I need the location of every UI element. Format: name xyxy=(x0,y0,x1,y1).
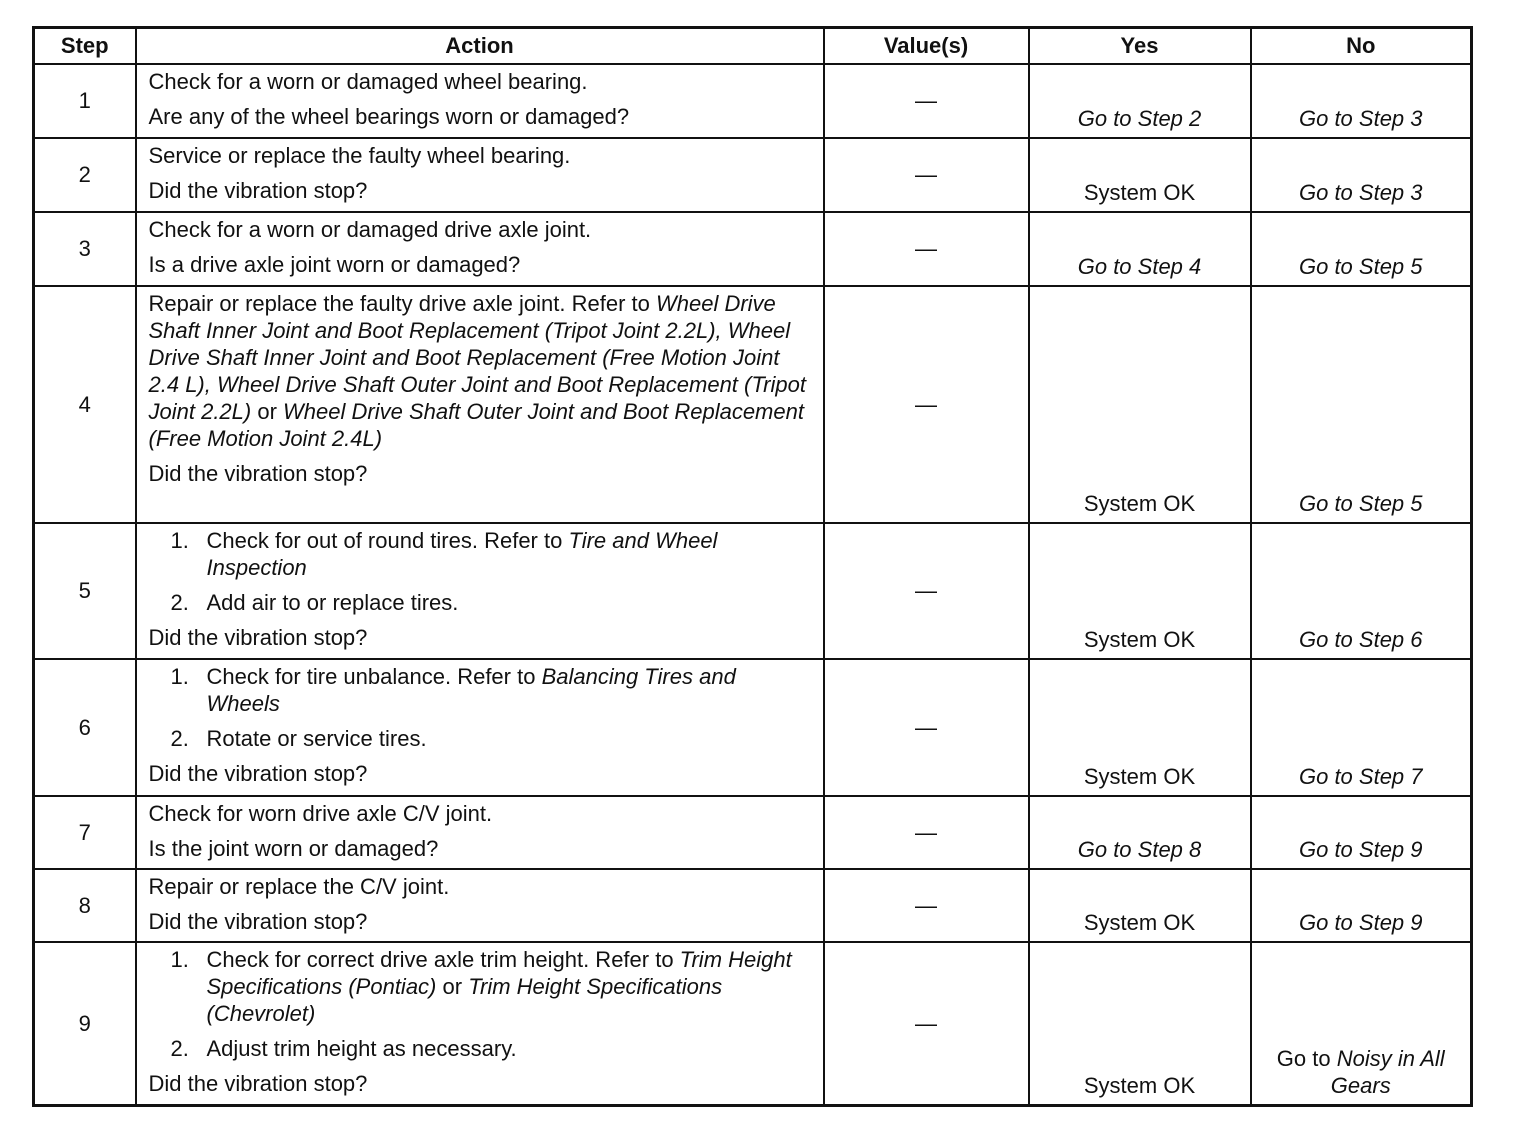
value-cell: — xyxy=(824,942,1029,1106)
action-question: Are any of the wheel bearings worn or damaged? xyxy=(148,103,630,129)
numbered-item xyxy=(149,1035,815,1062)
yes-cell: System OK xyxy=(1029,659,1251,796)
yes-cell: System OK xyxy=(1029,942,1251,1106)
no-cell xyxy=(1251,138,1472,212)
step-number: 8 xyxy=(34,869,136,942)
header-yes: Yes xyxy=(1029,28,1251,64)
no-cell xyxy=(1251,869,1472,942)
action-cell xyxy=(136,64,824,138)
value-cell: — xyxy=(824,869,1029,942)
yes-cell xyxy=(1029,64,1251,138)
table-row xyxy=(34,286,1472,523)
item-text xyxy=(207,527,815,581)
action-cell xyxy=(136,659,824,796)
action-question: Is the joint worn or damaged? xyxy=(148,835,439,861)
no-link[interactable]: Go to Step 9 xyxy=(1298,909,1423,935)
no-link[interactable]: Go to Step 3 xyxy=(1298,105,1423,131)
procedure-reference[interactable]: Wheel Drive Shaft Inner Joint and Boot Replacement (Tripot Joint 2.2L), Wheel Drive Shaft Inner Joint and Boot Replacement (Free Motion Joint 2.4 L), Wheel Drive Shaft Outer Joint and Boot Replacement (Tripot Joint 2.2L) xyxy=(148,290,806,424)
action-question: Did the vibration stop? xyxy=(148,760,368,786)
item-number: 1. xyxy=(170,663,189,689)
action-text-prefix: Repair or replace the faulty drive axle joint. Refer to xyxy=(148,290,656,316)
numbered-item xyxy=(149,725,815,752)
diagnostic-table xyxy=(32,26,1473,1107)
step-number: 2 xyxy=(34,138,136,212)
header-action: Action xyxy=(136,28,824,64)
action-question: Did the vibration stop? xyxy=(148,1070,368,1096)
no-cell xyxy=(1251,523,1472,659)
action-text xyxy=(149,290,815,452)
action-cell xyxy=(136,212,824,286)
header-value: Value(s) xyxy=(824,28,1029,64)
yes-cell xyxy=(1029,796,1251,869)
yes-cell: System OK xyxy=(1029,869,1251,942)
action-question: Did the vibration stop? xyxy=(148,624,368,650)
table-row xyxy=(34,138,1472,212)
action-question: Did the vibration stop? xyxy=(148,177,368,203)
no-cell xyxy=(1251,212,1472,286)
yes-cell: System OK xyxy=(1029,523,1251,659)
action-cell xyxy=(136,942,824,1106)
step-number: 5 xyxy=(34,523,136,659)
value-cell: — xyxy=(824,796,1029,869)
item-text: Add air to or replace tires. xyxy=(206,589,459,615)
item-text: Adjust trim height as necessary. xyxy=(206,1035,517,1061)
step-number: 1 xyxy=(34,64,136,138)
value-cell: — xyxy=(824,212,1029,286)
no-cell xyxy=(1251,286,1472,523)
step-number: 6 xyxy=(34,659,136,796)
action-cell xyxy=(136,523,824,659)
table-row xyxy=(34,64,1472,138)
no-link[interactable]: Go to Step 9 xyxy=(1298,836,1423,862)
item-number: 2. xyxy=(170,1035,189,1061)
action-cell xyxy=(136,869,824,942)
step-number: 9 xyxy=(34,942,136,1106)
yes-cell: System OK xyxy=(1029,138,1251,212)
item-text xyxy=(207,663,815,717)
no-prefix: Go to xyxy=(1276,1046,1337,1071)
yes-link[interactable]: Go to Step 8 xyxy=(1077,836,1202,862)
yes-link[interactable]: Go to Step 2 xyxy=(1077,105,1202,131)
step-number: 7 xyxy=(34,796,136,869)
procedure-reference[interactable]: Trim Height Specifications (Pontiac) xyxy=(206,946,792,999)
item-text-body: Check for tire unbalance. Refer to xyxy=(206,663,542,689)
no-cell xyxy=(1251,659,1472,796)
procedure-reference[interactable]: Trim Height Specifications (Chevrolet) xyxy=(206,973,723,1026)
item-number: 2. xyxy=(170,589,189,615)
item-number: 2. xyxy=(170,725,189,751)
no-link[interactable]: Go to Step 6 xyxy=(1298,626,1423,652)
action-text: Check for worn drive axle C/V joint. xyxy=(148,800,493,826)
action-question: Is a drive axle joint worn or damaged? xyxy=(148,251,521,277)
numbered-item xyxy=(149,589,815,616)
header-row xyxy=(34,28,1472,64)
yes-link[interactable]: Go to Step 4 xyxy=(1077,253,1202,279)
item-text: Rotate or service tires. xyxy=(206,725,427,751)
item-text-body: Check for correct drive axle trim height. Refer to xyxy=(206,946,680,972)
no-cell xyxy=(1251,942,1472,1106)
no-link[interactable]: Go to Step 5 xyxy=(1298,253,1423,279)
yes-cell: System OK xyxy=(1029,286,1251,523)
action-text: Check for a worn or damaged wheel bearing. xyxy=(148,68,588,94)
table-row xyxy=(34,796,1472,869)
no-link[interactable]: Go to Step 3 xyxy=(1298,179,1423,205)
table-row xyxy=(34,523,1472,659)
no-link[interactable]: Go to Step 5 xyxy=(1298,490,1423,516)
value-cell: — xyxy=(824,523,1029,659)
action-cell xyxy=(136,138,824,212)
yes-cell xyxy=(1029,212,1251,286)
no-cell xyxy=(1251,796,1472,869)
action-text-or: or xyxy=(251,398,284,424)
procedure-reference[interactable]: Tire and Wheel Inspection xyxy=(206,527,718,580)
action-text: Check for a worn or damaged drive axle joint. xyxy=(148,216,592,242)
header-no: No xyxy=(1251,28,1472,64)
action-question: Did the vibration stop? xyxy=(148,460,368,486)
table-row xyxy=(34,869,1472,942)
action-text: Service or replace the faulty wheel bearing. xyxy=(148,142,571,168)
action-text: Repair or replace the C/V joint. xyxy=(148,873,450,899)
step-number: 4 xyxy=(34,286,136,523)
header-step: Step xyxy=(34,28,136,64)
table-row xyxy=(34,659,1472,796)
table-row xyxy=(34,212,1472,286)
no-link[interactable]: Noisy in All Gears xyxy=(1330,1046,1445,1098)
item-number: 1. xyxy=(170,946,189,972)
item-text xyxy=(207,946,815,1027)
action-cell xyxy=(136,286,824,523)
value-cell: — xyxy=(824,138,1029,212)
table-row xyxy=(34,942,1472,1106)
value-cell: — xyxy=(824,286,1029,523)
procedure-reference[interactable]: Wheel Drive Shaft Outer Joint and Boot Replacement (Free Motion Joint 2.4L) xyxy=(148,398,804,451)
step-number: 3 xyxy=(34,212,136,286)
item-text-or: or xyxy=(436,973,469,999)
numbered-item xyxy=(149,946,815,1027)
no-cell xyxy=(1251,64,1472,138)
action-question: Did the vibration stop? xyxy=(148,908,368,934)
no-link[interactable]: Go to Step 7 xyxy=(1298,763,1423,789)
numbered-item xyxy=(149,527,815,581)
value-cell: — xyxy=(824,659,1029,796)
action-cell xyxy=(136,796,824,869)
procedure-reference[interactable]: Balancing Tires and Wheels xyxy=(206,663,736,716)
item-number: 1. xyxy=(170,527,189,553)
numbered-item xyxy=(149,663,815,717)
item-text-body: Check for out of round tires. Refer to xyxy=(206,527,569,553)
value-cell: — xyxy=(824,64,1029,138)
